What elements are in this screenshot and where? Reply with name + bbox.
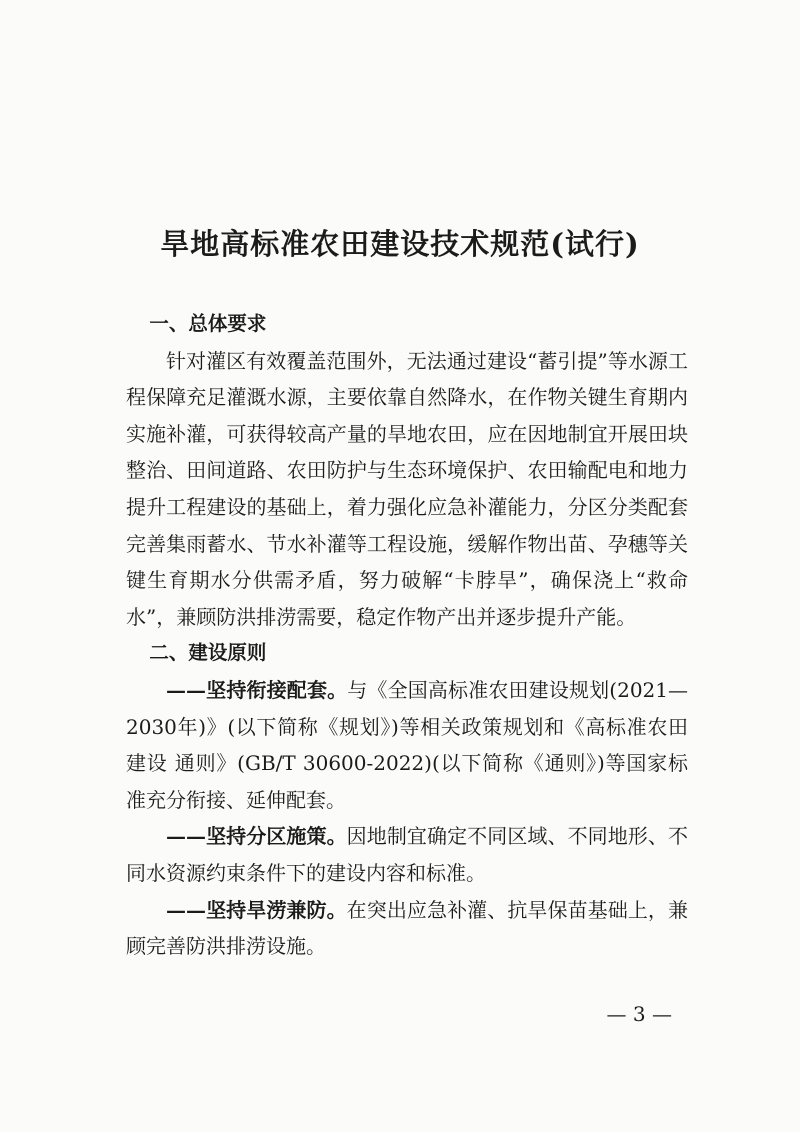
document-title: 旱地高标准农田建设技术规范(试行) [160,227,640,261]
page-number: — 3 — [606,1002,672,1026]
principle-lead: ——坚持旱涝兼防。 [166,897,347,922]
section-paragraph-general: 针对灌区有效覆盖范围外，无法通过建设“蓄引提”等水源工程保障充足灌溉水源，主要依靠自然降水，在作物关键生育期内实施补灌，可获得较高产量的旱地农田，应在因地制宜开展田块整治、田间道路、农田防护与生态环境保护、农田输配电和地力提升工程建设的基础上，着力强化应急补灌能力，分区分类配套完善集雨蓄水、节水补灌等工程设施，缓解作物出苗、孕穗等关键生育期水分供需矛盾，努力破解“卡脖旱”，确保浇上“救命水”，兼顾防洪排涝需要，稳定作物产出并逐步提升产能。 [126,348,688,629]
principle-lead: ——坚持分区施策。 [166,824,347,849]
principle-text: 因地制宜确定不同区域、不同地形、不同水资源约束条件下的建设内容和标准。 [126,824,689,885]
principle-paragraph [126,672,688,818]
principle-lead: ——坚持衔接配套。 [166,677,348,702]
principle-text: 与《全国高标准农田建设规划(2021—2030年)》(以下简称《规划》)等相关政策规划和《高标准农田建设 通则》(GB/T 30600-2022)(以下简称《通则》)等国家标准充分衔接、延伸配套。 [126,677,689,812]
principle-text: 在突出应急补灌、抗旱保苗基础上，兼顾完善防洪排涝设施。 [126,897,689,959]
principle-paragraph [126,818,688,891]
principle-paragraph [126,892,688,965]
section-heading-principles: 二、建设原则 [149,641,267,665]
section-heading-general: 一、总体要求 [149,312,267,335]
document-body [126,306,688,965]
